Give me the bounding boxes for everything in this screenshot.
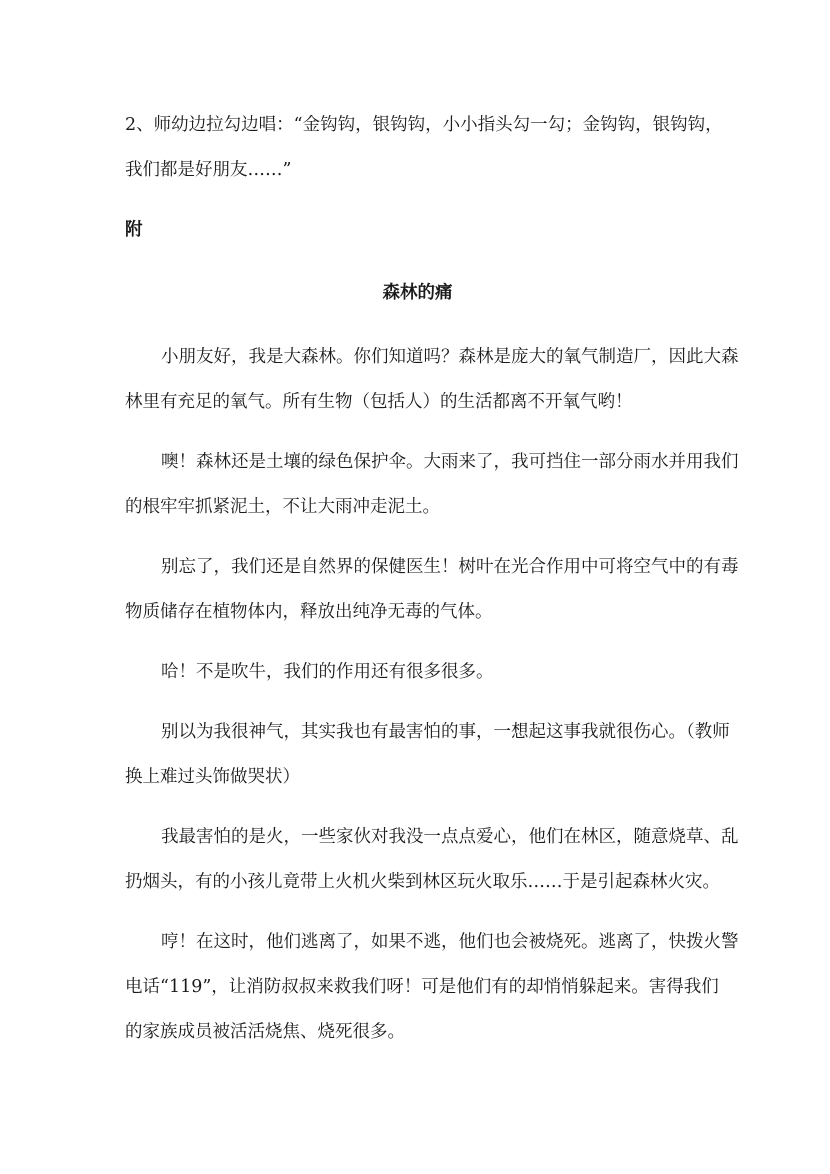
story-paragraph — [125, 335, 739, 425]
story-body — [125, 335, 739, 1055]
story-paragraph — [125, 920, 739, 1055]
text-line: 哼！在这时，他们逃离了，如果不逃，他们也会被烧死。逃离了，快拨火警 — [161, 932, 739, 952]
text-line: 我最害怕的是火，一些家伙对我没一点点爱心，他们在林区，随意烧草、乱 — [161, 827, 739, 847]
story-paragraph — [125, 440, 739, 530]
text-line: 的家族成员被活活烧焦、烧死很多。 — [125, 1022, 405, 1042]
text-line: 换上难过头饰做哭状） — [125, 767, 300, 787]
text-line: 我们都是好朋友……” — [125, 160, 292, 180]
text-line: 电话“119”，让消防叔叔来救我们呀！可是他们有的却悄悄躲起来。害得我们 — [125, 977, 719, 997]
text-line: 扔烟头，有的小孩儿竟带上火机火柴到林区玩火取乐……于是引起森林火灾。 — [125, 872, 720, 892]
text-line: 的根牢牢抓紧泥土，不让大雨冲走泥土。 — [125, 497, 440, 517]
text-line: 物质储存在植物体内，释放出纯净无毒的气体。 — [125, 602, 493, 622]
story-paragraph — [125, 545, 739, 635]
text-line: 林里有充足的氧气。所有生物（包括人）的生活都离不开氧气哟！ — [125, 392, 633, 412]
text-line: 2、师幼边拉勾边唱：“金钩钩，银钩钩，小小指头勾一勾；金钩钩，银钩钩， — [125, 115, 723, 135]
story-title: 森林的痛 — [382, 283, 453, 303]
text-line: 哈！不是吹牛，我们的作用还有很多很多。 — [161, 662, 494, 682]
document-page — [125, 103, 739, 1070]
story-paragraph — [125, 650, 710, 695]
story-paragraph — [125, 710, 730, 800]
text-line: 小朋友好，我是大森林。你们知道吗？森林是庞大的氧气制造厂，因此大森 — [161, 347, 739, 367]
text-line: 噢！森林还是土壤的绿色保护伞。大雨来了，我可挡住一部分雨水并用我们 — [161, 452, 739, 472]
appendix-heading: 附 — [125, 220, 143, 240]
story-paragraph — [125, 815, 739, 905]
text-line: 别忘了，我们还是自然界的保健医生！树叶在光合作用中可将空气中的有毒 — [161, 557, 739, 577]
intro-paragraph — [125, 103, 723, 193]
text-line: 别以为我很神气，其实我也有最害怕的事，一想起这事我就很伤心。（教师 — [161, 722, 730, 742]
